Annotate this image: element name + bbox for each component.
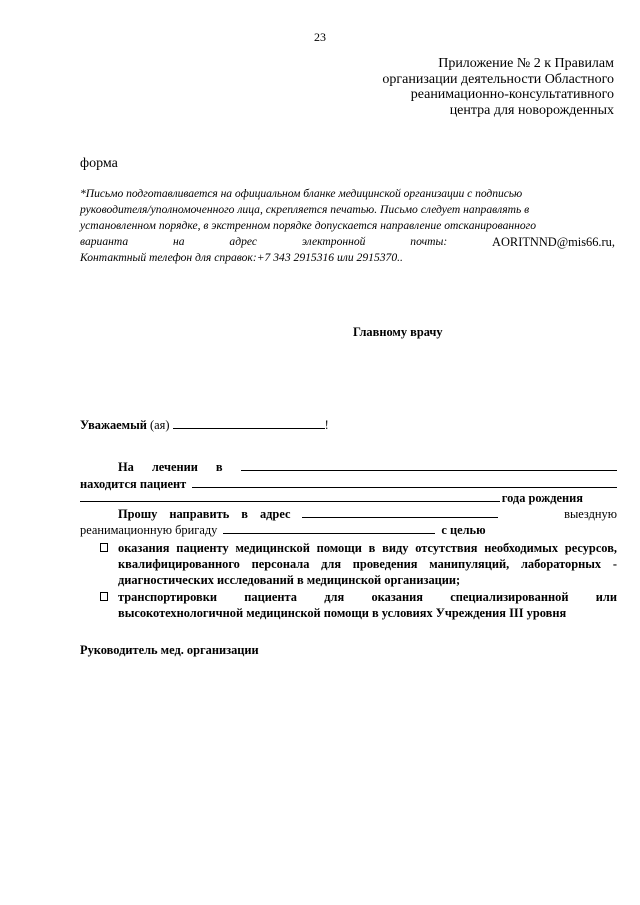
email-address: AORITNND@mis66.ru,: [492, 235, 615, 249]
page-number: 23: [314, 30, 326, 44]
purpose-label: с целью: [441, 523, 486, 537]
word: адрес: [259, 507, 291, 521]
greeting-label: Уважаемый: [80, 418, 147, 432]
note-line: Контактный телефон для справок:+7 343 2915316 или 2915370..: [80, 251, 403, 264]
recipient-name-field[interactable]: [173, 418, 325, 429]
appendix-line: организации деятельности Областного: [382, 71, 614, 87]
appendix-line: реанимационно-консультативного: [410, 87, 614, 102]
patient-label: находится пациент: [80, 477, 187, 491]
option-item: [100, 589, 617, 621]
word: в: [241, 507, 248, 521]
patient-row: [80, 477, 617, 492]
request-row: [80, 507, 617, 522]
brigade-label: реанимационную бригаду: [80, 523, 218, 537]
note-line: руководителя/уполномоченного лица, скрепляется печатью. Письмо следует направлять в: [80, 203, 530, 216]
patient-name-field[interactable]: [192, 477, 617, 488]
note-line: *Письмо подготавливается на официальном бланке медицинской организации с подписью: [80, 187, 523, 200]
word: Прошу: [118, 507, 158, 521]
birth-year-label: года рождения: [501, 491, 583, 505]
greeting-suffix: (ая): [146, 418, 170, 432]
greeting-end: !: [324, 418, 329, 432]
word: На: [118, 460, 134, 474]
form-label: форма: [80, 156, 118, 171]
note-word: почты:: [410, 235, 448, 248]
birth-year-row: [80, 491, 617, 506]
brigade-row: [80, 523, 617, 538]
note-word: адрес: [229, 235, 258, 248]
note-line-email: [80, 234, 615, 250]
addressee: Главному врачу: [353, 325, 443, 339]
signature-label: Руководитель мед. организации: [80, 643, 259, 657]
request-tail: выездную: [564, 507, 617, 521]
appendix-line: Приложение № 2 к Правилам: [438, 56, 614, 71]
checkbox[interactable]: [100, 592, 108, 601]
hospital-field[interactable]: [241, 460, 617, 471]
appendix-line: центра для новорожденных: [449, 102, 614, 118]
instruction-note: [80, 186, 615, 266]
note-line: установленном порядке, в экстренном порядке допускается направление отсканированного: [80, 219, 537, 232]
treatment-row: [80, 460, 617, 475]
birth-year-field[interactable]: [80, 491, 500, 502]
note-word: на: [173, 235, 185, 248]
note-word: варианта: [80, 235, 129, 248]
greeting: [80, 418, 329, 433]
word: направить: [169, 507, 230, 521]
appendix-header: [382, 56, 614, 118]
brigade-field[interactable]: [223, 523, 435, 534]
address-field[interactable]: [302, 507, 498, 518]
checkbox[interactable]: [100, 543, 108, 552]
option-text: транспортировки пациента для оказания специализированной или высокотехнологичной медицинской помощи в условиях Учреждения III уровня: [118, 590, 617, 620]
option-item: [100, 540, 617, 588]
word: лечении: [151, 460, 198, 474]
word: в: [215, 460, 223, 474]
note-word: электронной: [301, 235, 366, 248]
option-text: оказания пациенту медицинской помощи в виду отсутствия необходимых ресурсов, квалифицированного персонала для проведения манипуляций, лабораторных - диагностических исследований в медицинской организации;: [118, 541, 617, 587]
